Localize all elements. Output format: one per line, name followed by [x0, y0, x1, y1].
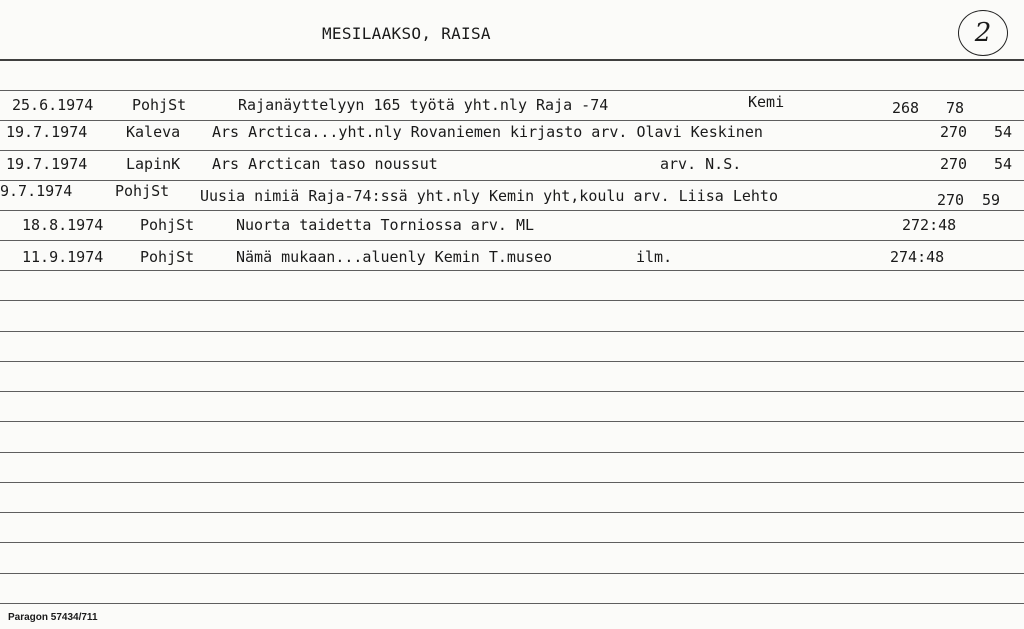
entry-source: PohjSt: [115, 182, 170, 200]
entry-text: Rajanäyttelyyn 165 työtä yht.nly Raja -74: [238, 96, 609, 114]
entry-text: Nämä mukaan...aluenly Kemin T.museo: [236, 248, 553, 266]
entry-date: 9.7.1974: [0, 182, 73, 200]
entry-extra: ilm.: [636, 248, 673, 266]
rule-line: [0, 150, 1024, 151]
entry-page: 272:48: [902, 216, 957, 234]
entry-row: [0, 93, 1024, 122]
entry-source: PohjSt: [132, 96, 187, 114]
card-number-circle: 2: [958, 10, 1008, 56]
entry-page: 270: [940, 123, 968, 141]
header-rule: [0, 59, 1024, 61]
entry-row: [0, 182, 1024, 208]
entry-row: [0, 216, 1024, 242]
rule-line: [0, 210, 1024, 211]
entry-row: [0, 248, 1024, 274]
entry-date: 18.8.1974: [22, 216, 104, 234]
rule-line: [0, 452, 1024, 453]
rule-line: [0, 482, 1024, 483]
rule-line: [0, 391, 1024, 392]
entry-source: Kaleva: [126, 123, 181, 141]
entry-number: 78: [946, 99, 965, 117]
rule-line: [0, 603, 1024, 604]
rule-line: [0, 90, 1024, 91]
entry-date: 19.7.1974: [6, 155, 88, 173]
entry-extra: Kemi: [748, 93, 785, 111]
rule-line: [0, 331, 1024, 332]
rule-line: [0, 573, 1024, 574]
entry-date: 11.9.1974: [22, 248, 104, 266]
entry-source: LapinK: [126, 155, 181, 173]
entry-date: 25.6.1974: [12, 96, 94, 114]
entry-text: Nuorta taidetta Torniossa arv. ML: [236, 216, 535, 234]
rule-line: [0, 300, 1024, 301]
entry-page: 270: [940, 155, 968, 173]
entry-page: 268: [892, 99, 920, 117]
rule-line: [0, 512, 1024, 513]
entry-text: Uusia nimiä Raja-74:ssä yht.nly Kemin yht,koulu arv. Liisa Lehto: [200, 187, 778, 205]
rule-line: [0, 421, 1024, 422]
entry-page: 270: [937, 191, 965, 209]
entry-number: 54: [994, 155, 1013, 173]
rule-line: [0, 361, 1024, 362]
entry-row: [0, 155, 1024, 181]
entry-source: PohjSt: [140, 248, 195, 266]
entry-row: [0, 123, 1024, 149]
entry-page: 274:48: [890, 248, 945, 266]
print-mark: Paragon 57434/711: [8, 612, 98, 623]
card-title: MESILAAKSO, RAISA: [322, 24, 491, 43]
entry-source: PohjSt: [140, 216, 195, 234]
entry-text: Ars Arctica...yht.nly Rovaniemen kirjasto arv. Olavi Keskinen: [212, 123, 763, 141]
rule-line: [0, 542, 1024, 543]
entry-number: 54: [994, 123, 1013, 141]
entry-text: Ars Arctican taso noussut: [212, 155, 438, 173]
entry-extra: arv. N.S.: [660, 155, 742, 173]
entry-number: 59: [982, 191, 1001, 209]
entry-date: 19.7.1974: [6, 123, 88, 141]
